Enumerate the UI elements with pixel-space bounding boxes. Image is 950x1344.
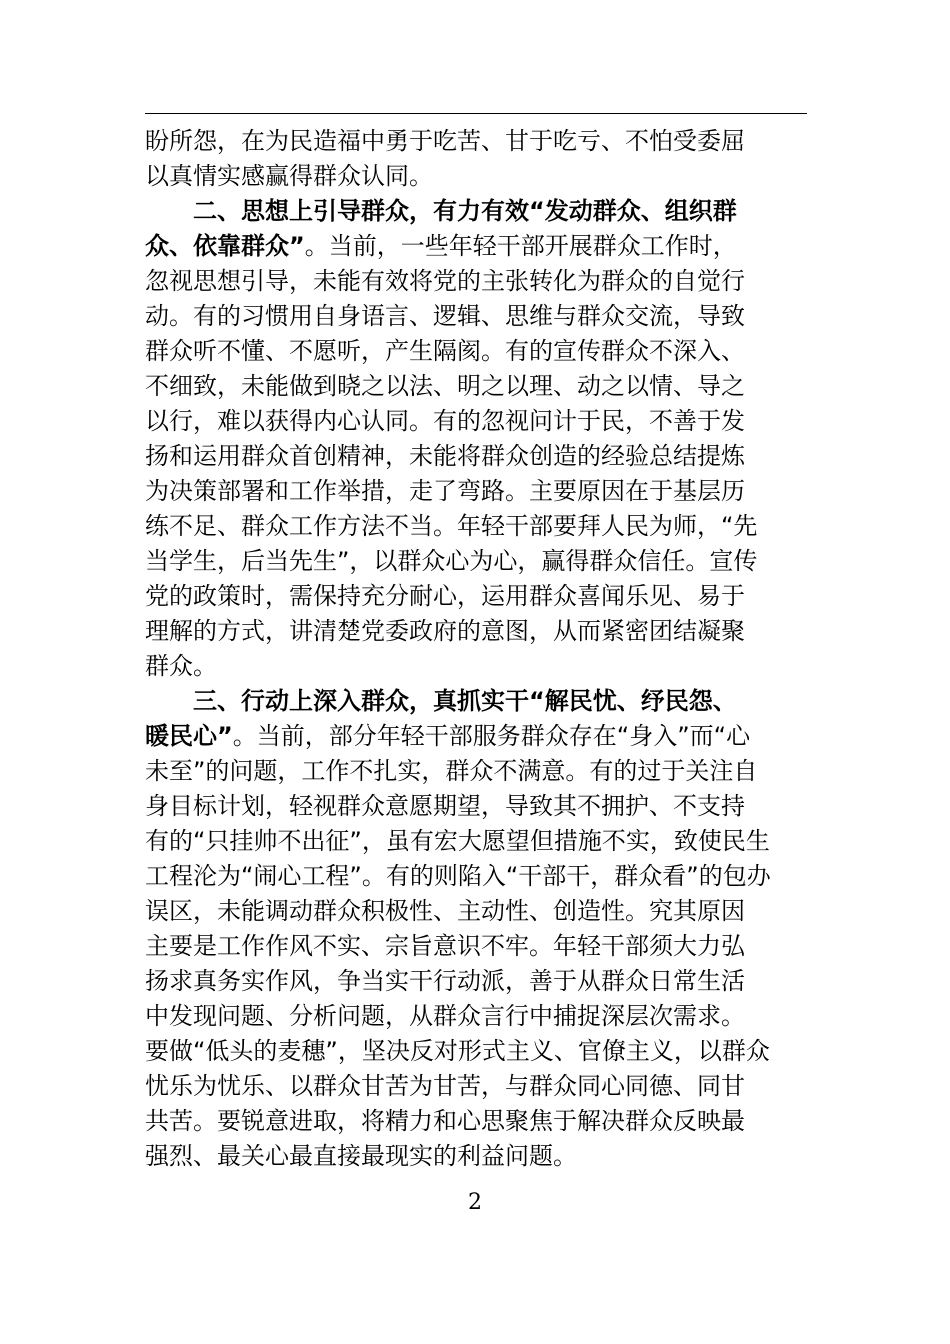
text-line: 忧乐为忧乐、以群众甘苦为甘苦，与群众同心同德、同甘 (145, 1072, 745, 1100)
text-line: 练不足、群众工作方法不当。年轻干部要拜人民为师，“先 (145, 512, 758, 540)
section-heading-continuation: 众、依靠群众” (145, 232, 305, 260)
text-line: 共苦。要锐意进取，将精力和心思聚焦于解决群众反映最 (145, 1107, 745, 1135)
text-line: 盼所怨，在为民造福中勇于吃苦、甘于吃亏、不怕受委屈 (145, 127, 745, 155)
document-body (145, 124, 810, 1174)
paragraph-1 (145, 124, 810, 194)
text-line: 当学生，后当先生”，以群众心为心，赢得群众信任。宣传 (145, 547, 758, 575)
text-line: 扬和运用群众首创精神，未能将群众创造的经验总结提炼 (145, 442, 745, 470)
paragraph-3 (145, 684, 810, 1174)
text-line: 工程沦为“闹心工程”。有的则陷入“干部干，群众看”的包办 (145, 862, 771, 890)
text-line: 理解的方式，讲清楚党委政府的意图，从而紧密团结凝聚 (145, 617, 745, 645)
text-line: 扬求真务实作风，争当实干行动派，善于从群众日常生活 (145, 967, 745, 995)
text-line: 中发现问题、分析问题，从群众言行中捕捉深层次需求。 (145, 1002, 745, 1030)
text-line: 不细致，未能做到晓之以法、明之以理、动之以情、导之 (145, 372, 745, 400)
header-rule (145, 113, 807, 114)
text-line: 未至”的问题，工作不扎实，群众不满意。有的过于关注自 (145, 757, 758, 785)
section-heading-continuation: 暖民心” (145, 722, 233, 750)
text-line: 为决策部署和工作举措，走了弯路。主要原因在于基层历 (145, 477, 745, 505)
text-line: 有的“只挂帅不出征”，虽有宏大愿望但措施不实，致使民生 (145, 827, 770, 855)
text-line: 以行，难以获得内心认同。有的忽视问计于民，不善于发 (145, 407, 745, 435)
text-span: 。当前，部分年轻干部服务群众存在“身入”而“心 (232, 722, 751, 750)
text-line: 主要是工作作风不实、宗旨意识不牢。年轻干部须大力弘 (145, 932, 745, 960)
text-line: 身目标计划，轻视群众意愿期望，导致其不拥护、不支持 (145, 792, 745, 820)
text-line (145, 719, 810, 754)
text-line: 群众听不懂、不愿听，产生隔阂。有的宣传群众不深入、 (145, 337, 745, 365)
paragraph-2 (145, 194, 810, 684)
text-span: 。当前，一些年轻干部开展群众工作时， (304, 232, 737, 260)
text-line: 党的政策时，需保持充分耐心，运用群众喜闻乐见、易于 (145, 582, 745, 610)
text-line: 要做“低头的麦穗”，坚决反对形式主义、官僚主义，以群众 (145, 1037, 770, 1065)
text-line: 误区，未能调动群众积极性、主动性、创造性。究其原因 (145, 897, 745, 925)
text-line: 强烈、最关心最直接最现实的利益问题。 (145, 1142, 577, 1170)
page-number: 2 (468, 1190, 482, 1215)
text-line: 以真情实感赢得群众认同。 (145, 162, 433, 190)
text-line (145, 229, 810, 264)
section-heading: 二、思想上引导群众，有力有效“发动群众、组织群 (193, 197, 737, 225)
text-line: 忽视思想引导，未能有效将党的主张转化为群众的自觉行 (145, 267, 745, 295)
section-heading: 三、行动上深入群众，真抓实干“解民忧、纾民怨、 (193, 687, 737, 715)
text-line: 动。有的习惯用自身语言、逻辑、思维与群众交流，导致 (145, 302, 745, 330)
text-line: 群众。 (145, 652, 217, 680)
